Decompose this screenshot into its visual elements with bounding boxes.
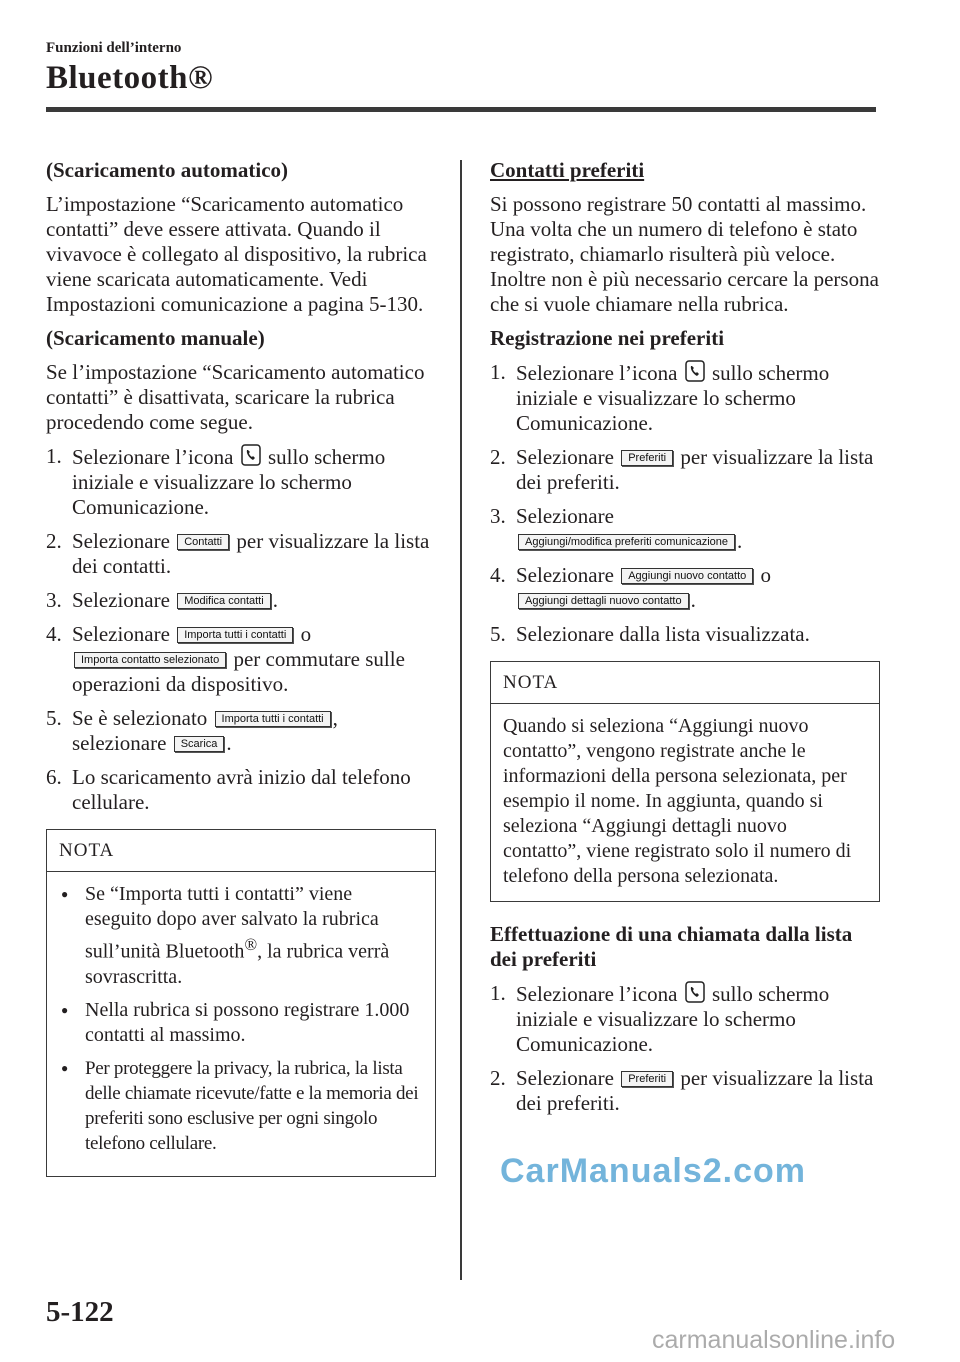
aggiungi-modifica-preferiti-button[interactable]: Aggiungi/modifica preferiti comunicazione bbox=[518, 534, 735, 550]
nota-bullet-3: ● Per proteggere la privacy, la rubrica, la lista delle chiamate ricevute/fatte e la memoria dei preferiti sono esclusive per ogni singolo telefono cellulare. bbox=[59, 1056, 423, 1156]
preferiti-button-2[interactable]: Preferiti bbox=[621, 1071, 673, 1087]
chapter-title: Bluetooth® bbox=[46, 60, 214, 96]
nota-box-left bbox=[46, 829, 436, 1177]
phone-icon bbox=[241, 444, 261, 466]
nota-title: NOTA bbox=[47, 830, 435, 872]
step-6: 6. Lo scaricamento avrà inizio dal telefono cellulare. bbox=[46, 765, 411, 814]
site-watermark: carmanualsonline.info bbox=[652, 1326, 896, 1354]
auto-download-text: L’impostazione “Scaricamento automatico contatti” deve essere attivata. Quando il vivavoce è collegato al dispositivo, la rubrica viene scaricata automaticamente. Vedi Impostazioni comunicazione a pagina 5-130. bbox=[46, 192, 427, 316]
modifica-contatti-button[interactable]: Modifica contatti bbox=[177, 593, 270, 609]
call-step-1: 1. Selezionare l’icona sullo schermo iniziale e visualizzare lo schermo Comunicazione. bbox=[490, 981, 830, 1056]
nota-text: Quando si seleziona “Aggiungi nuovo contatto”, vengono registrate anche le informazioni della persona selezionata, per esempio il nome. In aggiunta, quando si seleziona “Aggiungi dettagli nuovo contatto”, viene registrato solo il numero di telefono della persona selezionata. bbox=[503, 715, 852, 887]
phone-icon bbox=[685, 981, 705, 1003]
step-4: 4. Selezionare Importa tutti i contatti o Importa contatto selezionato per commutare sulle operazioni da dispositivo. bbox=[46, 622, 405, 696]
phone-icon bbox=[685, 360, 705, 382]
scarica-button[interactable]: Scarica bbox=[174, 736, 225, 752]
call-step-2: 2. Selezionare Preferiti per visualizzare la lista dei preferiti. bbox=[490, 1066, 874, 1115]
header-rule bbox=[46, 107, 876, 112]
reg-step-4: 4. Selezionare Aggiungi nuovo contatto o Aggiungi dettagli nuovo contatto . bbox=[490, 563, 771, 612]
manual-download-heading: (Scaricamento manuale) bbox=[46, 326, 265, 350]
nota-bullet-1: ● Se “Importa tutti i contatti” viene eseguito dopo aver salvato la rubrica sull’unità Bluetooth®, la rubrica verrà sovrascritta. bbox=[59, 882, 423, 990]
reg-step-2: 2. Selezionare Preferiti per visualizzare la lista dei preferiti. bbox=[490, 445, 874, 494]
reg-step-3: 3. Selezionare Aggiungi/modifica preferiti comunicazione . bbox=[490, 504, 743, 553]
step-2: 2. Selezionare Contatti per visualizzare la lista dei contatti. bbox=[46, 529, 430, 578]
favorites-text: Si possono registrare 50 contatti al massimo. Una volta che un numero di telefono è stato registrato, chiamarlo risulterà più veloce. Inoltre non è più necessario cercare la persona che si vuole chiamare nella rubrica. bbox=[490, 192, 879, 316]
nota-bullet-2: ● Nella rubrica si possono registrare 1.000 contatti al massimo. bbox=[59, 998, 423, 1048]
nota-box-right bbox=[490, 661, 880, 902]
importa-tutti-button-2[interactable]: Importa tutti i contatti bbox=[215, 711, 331, 727]
call-heading: Effettuazione di una chiamata dalla lista dei preferiti bbox=[490, 922, 853, 971]
aggiungi-nuovo-contatto-button[interactable]: Aggiungi nuovo contatto bbox=[621, 568, 753, 584]
step-3: 3. Selezionare Modifica contatti . bbox=[46, 588, 278, 612]
register-heading: Registrazione nei preferiti bbox=[490, 326, 725, 350]
page-number: 5-122 bbox=[46, 1296, 114, 1328]
contatti-button[interactable]: Contatti bbox=[177, 534, 229, 550]
importa-selezionato-button[interactable]: Importa contatto selezionato bbox=[74, 652, 226, 668]
favorites-heading: Contatti preferiti bbox=[490, 158, 645, 182]
step-1: 1. Selezionare l’icona sullo schermo iniziale e visualizzare lo schermo Comunicazione. bbox=[46, 444, 386, 519]
watermark: CarManuals2.com bbox=[500, 1152, 806, 1190]
nota-title: NOTA bbox=[491, 662, 879, 704]
auto-download-heading: (Scaricamento automatico) bbox=[46, 158, 289, 182]
step-5: 5. Se è selezionato Importa tutti i contatti , selezionare Scarica . bbox=[46, 706, 338, 755]
importa-tutti-button[interactable]: Importa tutti i contatti bbox=[177, 627, 293, 643]
column-divider bbox=[460, 160, 462, 1280]
preferiti-button[interactable]: Preferiti bbox=[621, 450, 673, 466]
reg-step-5: 5. Selezionare dalla lista visualizzata. bbox=[490, 622, 810, 646]
section-label: Funzioni dell’interno bbox=[46, 40, 182, 56]
right-column bbox=[490, 158, 880, 1125]
aggiungi-dettagli-button[interactable]: Aggiungi dettagli nuovo contatto bbox=[518, 593, 689, 609]
manual-download-text: Se l’impostazione “Scaricamento automatico contatti” è disattivata, scaricare la rubrica procedendo come segue. bbox=[46, 360, 425, 434]
left-column bbox=[46, 158, 436, 1177]
reg-step-1: 1. Selezionare l’icona sullo schermo iniziale e visualizzare lo schermo Comunicazione. bbox=[490, 360, 830, 435]
